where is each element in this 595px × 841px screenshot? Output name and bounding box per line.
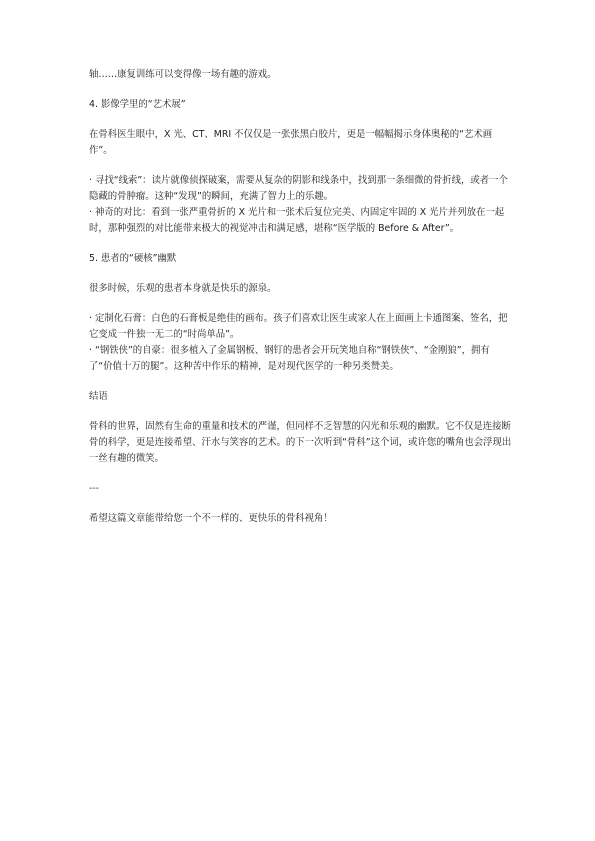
horizontal-separator: --- [89, 483, 100, 494]
section-4-paragraph: 在骨科医生眼中，X 光、CT、MRI 不仅仅是一张张黑白胶片，更是一幅幅揭示身体奥秘的“艺术画作”。 [89, 129, 493, 156]
intro-tail-paragraph: 轴……康复训练可以变得像一场有趣的游戏。 [89, 69, 277, 80]
bullet-text: 白色的石膏板是绝佳的画布。孩子们喜欢让医生或家人在上面画上卡通图案、签名，把它变成一件独一无二的“时尚单品”。 [89, 313, 508, 340]
document-page [89, 67, 513, 527]
bullet-text: 很多植入了金属钢板、钢钉的患者会开玩笑地自称“钢铁侠”、“金刚狼”，拥有了“价值十万的腿”。这种苦中作乐的精神，是对现代医学的一种另类赞美。 [89, 345, 490, 372]
bullet-lead: · 定制化石膏： [89, 313, 152, 324]
conclusion-paragraph: 骨科的世界，固然有生命的重量和技术的严谨，但同样不乏智慧的闪光和乐观的幽默。它不仅是连接断骨的科学，更是连接希望、汗水与笑容的艺术。的下一次听到“骨科”这个词，或许您的嘴角也会浮现出一丝有趣的微笑。 [89, 421, 512, 464]
bullet-lead: · 神奇的对比： [89, 207, 152, 218]
bullet-text: 看到一张严重骨折的 X 光片和一张术后复位完美、内固定牢固的 X 光片并列放在一起时，那种强烈的对比能带来极大的视觉冲击和满足感，堪称“医学版的 Before & After”。 [89, 207, 505, 234]
conclusion-heading: 结语 [89, 391, 108, 402]
section-5-heading: 5. 患者的“硬核”幽默 [89, 253, 177, 264]
bullet-text: 读片就像侦探破案，需要从复杂的阴影和线条中，找到那一条细微的骨折线，或者一个隐藏的骨肿瘤。这种“发现”的瞬间，充满了智力上的乐趣。 [89, 175, 508, 202]
section-5-paragraph: 很多时候，乐观的患者本身就是快乐的源泉。 [89, 283, 277, 294]
bullet-lead: · 寻找“线索”： [89, 175, 152, 186]
section-4-heading: 4. 影像学里的“艺术展” [89, 99, 186, 110]
bullet-lead: · “钢铁侠”的自豪： [89, 345, 171, 356]
section-4-bullet-1 [89, 173, 513, 205]
section-5-bullet-2 [89, 343, 513, 375]
closing-paragraph: 希望这篇文章能带给您一个不一样的、更快乐的骨科视角！ [89, 513, 333, 524]
section-4-bullet-2 [89, 205, 513, 237]
section-5-bullet-1 [89, 311, 513, 343]
